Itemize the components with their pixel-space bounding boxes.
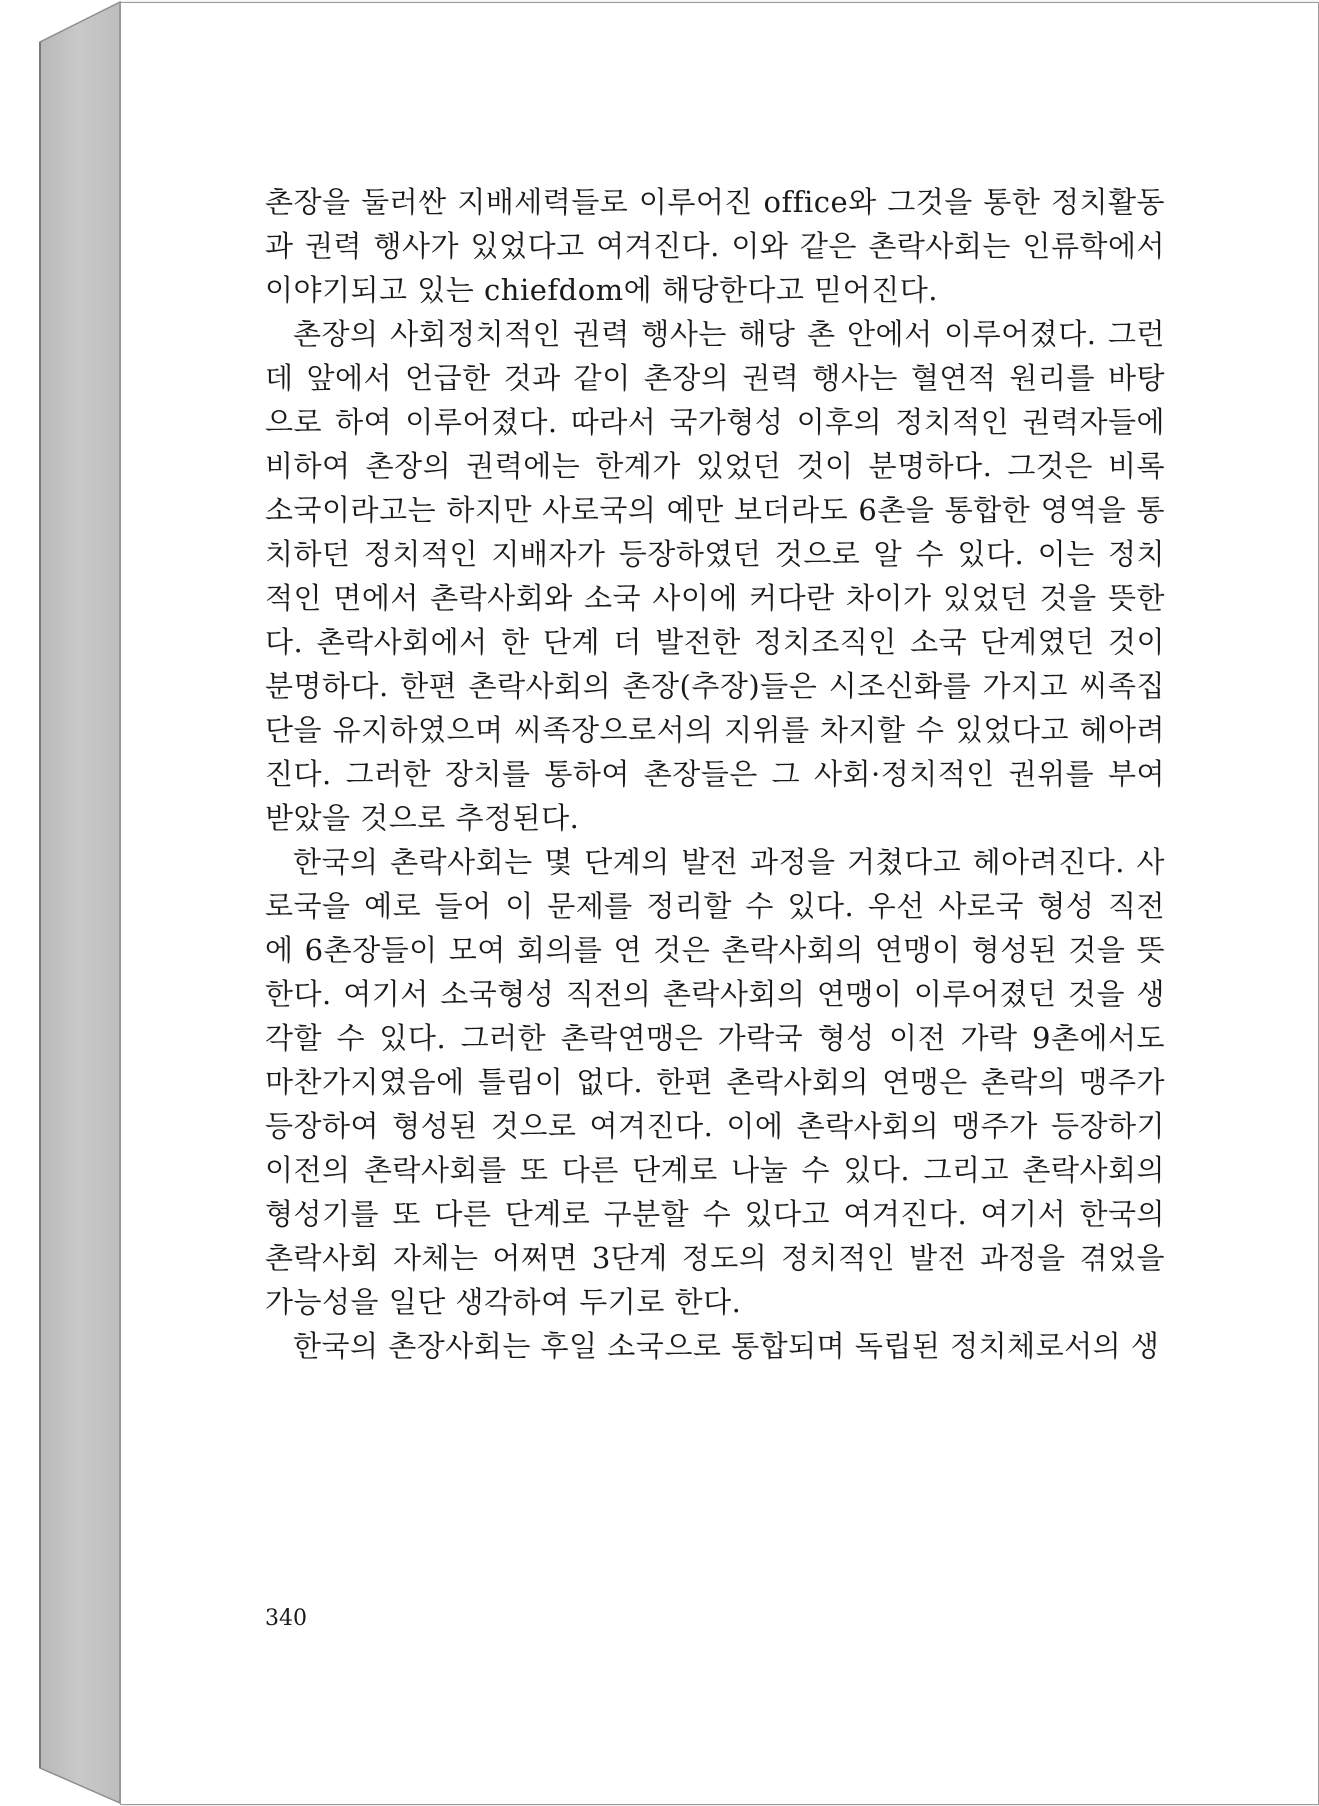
text-line: 촌장을 둘러싼 지배세력들로 이루어진 office와 그것을 통한 정치활동 bbox=[265, 185, 1165, 219]
text-line: 과 권력 행사가 있었다고 여겨진다. 이와 같은 촌락사회는 인류학에서 bbox=[265, 229, 1165, 263]
text-line: 한다. 여기서 소국형성 직전의 촌락사회의 연맹이 이루어졌던 것을 생 bbox=[265, 977, 1165, 1011]
text-line: 데 앞에서 언급한 것과 같이 촌장의 권력 행사는 혈연적 원리를 바탕 bbox=[265, 361, 1165, 395]
text-line: 가능성을 일단 생각하여 두기로 한다. bbox=[265, 1285, 742, 1319]
text-line: 각할 수 있다. 그러한 촌락연맹은 가락국 형성 이전 가락 9촌에서도 bbox=[265, 1021, 1165, 1055]
text-line: 한국의 촌장사회는 후일 소국으로 통합되며 독립된 정치체로서의 생 bbox=[293, 1329, 1160, 1363]
text-line: 단을 유지하였으며 씨족장으로서의 지위를 차지할 수 있었다고 헤아려 bbox=[265, 713, 1165, 747]
paragraph bbox=[265, 840, 1165, 1324]
paragraph bbox=[265, 180, 1165, 312]
text-line: 에 6촌장들이 모여 회의를 연 것은 촌락사회의 연맹이 형성된 것을 뜻 bbox=[265, 933, 1165, 967]
page-number: 340 bbox=[265, 1606, 307, 1631]
text-line: 로국을 예로 들어 이 문제를 정리할 수 있다. 우선 사로국 형성 직전 bbox=[265, 889, 1165, 923]
text-line: 형성기를 또 다른 단계로 구분할 수 있다고 여겨진다. 여기서 한국의 bbox=[265, 1197, 1165, 1231]
text-line: 치하던 정치적인 지배자가 등장하였던 것으로 알 수 있다. 이는 정치 bbox=[265, 537, 1165, 571]
text-line: 진다. 그러한 장치를 통하여 촌장들은 그 사회·정치적인 권위를 부여 bbox=[265, 757, 1165, 791]
text-line: 다. 촌락사회에서 한 단계 더 발전한 정치조직인 소국 단계였던 것이 bbox=[265, 625, 1165, 659]
text-line: 촌락사회 자체는 어쩌면 3단계 정도의 정치적인 발전 과정을 겪었을 bbox=[265, 1241, 1165, 1275]
text-line: 등장하여 형성된 것으로 여겨진다. 이에 촌락사회의 맹주가 등장하기 bbox=[265, 1109, 1165, 1143]
paragraph bbox=[265, 312, 1165, 840]
text-line: 이전의 촌락사회를 또 다른 단계로 나눌 수 있다. 그리고 촌락사회의 bbox=[265, 1153, 1165, 1187]
text-line: 이야기되고 있는 chiefdom에 해당한다고 믿어진다. bbox=[265, 273, 938, 307]
text-line: 분명하다. 한편 촌락사회의 촌장(추장)들은 시조신화를 가지고 씨족집 bbox=[265, 669, 1165, 703]
text-line: 소국이라고는 하지만 사로국의 예만 보더라도 6촌을 통합한 영역을 통 bbox=[265, 493, 1165, 527]
text-line: 촌장의 사회정치적인 권력 행사는 해당 촌 안에서 이루어졌다. 그런 bbox=[293, 317, 1165, 351]
text-line: 한국의 촌락사회는 몇 단계의 발전 과정을 거쳤다고 헤아려진다. 사 bbox=[293, 845, 1165, 879]
book-spine bbox=[0, 0, 125, 1806]
text-line: 받았을 것으로 추정된다. bbox=[265, 801, 580, 835]
text-line: 적인 면에서 촌락사회와 소국 사이에 커다란 차이가 있었던 것을 뜻한 bbox=[265, 581, 1165, 615]
paragraph bbox=[265, 1324, 1165, 1368]
text-line: 비하여 촌장의 권력에는 한계가 있었던 것이 분명하다. 그것은 비록 bbox=[265, 449, 1165, 483]
body-text bbox=[265, 180, 1165, 1368]
text-line: 마찬가지였음에 틀림이 없다. 한편 촌락사회의 연맹은 촌락의 맹주가 bbox=[265, 1065, 1165, 1099]
text-line: 으로 하여 이루어졌다. 따라서 국가형성 이후의 정치적인 권력자들에 bbox=[265, 405, 1165, 439]
